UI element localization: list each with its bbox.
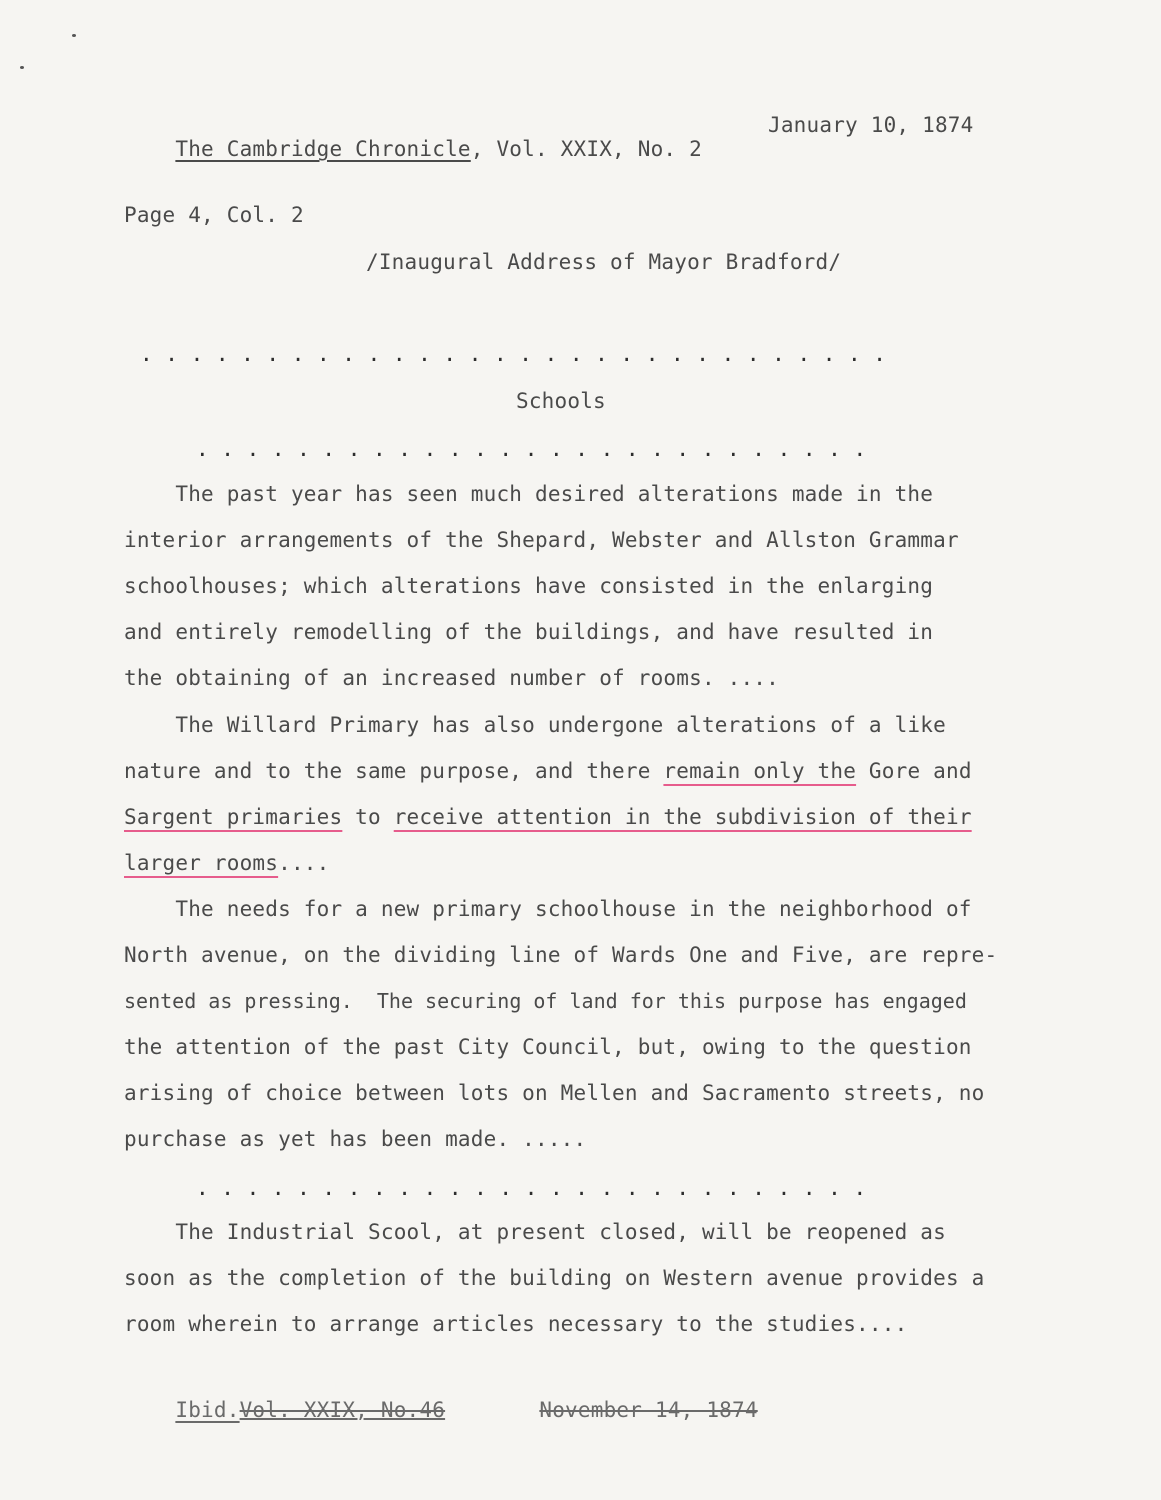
ink-speck — [72, 34, 76, 37]
paragraph-line: room wherein to arrange articles necessary to the studies.... — [124, 1312, 908, 1336]
highlighted-text: remain only the — [663, 759, 857, 783]
paragraph-line: The needs for a new primary schoolhouse in the neighborhood of — [124, 897, 972, 921]
citation-header — [124, 113, 702, 185]
highlighted-text: Sargent primaries — [124, 805, 343, 829]
ellipsis-row: . . . . . . . . . . . . . . . . . . . . . . . . . . . . . . — [140, 342, 886, 366]
text-run: .... — [278, 851, 330, 875]
paragraph-line: The Industrial Scool, at present closed, will be reopened as — [124, 1220, 946, 1244]
paragraph-line: soon as the completion of the building on Western avenue provides a — [124, 1266, 985, 1290]
ibid-text: Ibid. — [175, 1398, 240, 1422]
highlighted-text: receive attention in the subdivision of their — [393, 805, 972, 829]
paragraph-line: The Willard Primary has also undergone alterations of a like — [124, 713, 946, 737]
paragraph-line — [124, 805, 972, 829]
highlighted-text: larger rooms — [124, 851, 279, 875]
section-title: Schools — [516, 389, 606, 413]
paragraph-line: sented as pressing. The securing of land for this purpose has engaged — [124, 989, 967, 1013]
text-run: to — [342, 805, 394, 829]
text-run: Gore and — [856, 759, 972, 783]
paragraph-line — [124, 851, 330, 875]
ink-speck — [20, 66, 24, 69]
struck-date: November 14, 1874 — [539, 1398, 758, 1422]
ellipsis-row: . . . . . . . . . . . . . . . . . . . . . . . . . . . — [196, 437, 867, 461]
ellipsis-row: . . . . . . . . . . . . . . . . . . . . . . . . . . . — [196, 1176, 867, 1200]
paragraph-line: The past year has seen much desired alterations made in the — [124, 482, 934, 506]
paragraph-line — [124, 759, 972, 783]
paragraph-line: the attention of the past City Council, but, owing to the question — [124, 1035, 972, 1059]
paragraph-line: North avenue, on the dividing line of Wards One and Five, are repre- — [124, 943, 998, 967]
paragraph-line: purchase as yet has been made. ..... — [124, 1127, 587, 1151]
paragraph-line: and entirely remodelling of the buildings, and have resulted in — [124, 620, 934, 644]
newspaper-title: The Cambridge Chronicle — [175, 137, 471, 161]
paragraph-line: schoolhouses; which alterations have consisted in the enlarging — [124, 574, 934, 598]
struck-volume: Vol. XXIX, No.46 — [239, 1398, 446, 1422]
footer-citation — [124, 1374, 445, 1446]
text-run: nature and to the same purpose, and there — [124, 759, 664, 783]
paragraph-line: arising of choice between lots on Mellen and Sacramento streets, no — [124, 1081, 985, 1105]
footer-date — [488, 1374, 758, 1446]
issue-date: January 10, 1874 — [768, 113, 974, 137]
paragraph-line: the obtaining of an increased number of rooms. .... — [124, 666, 779, 690]
article-subject: /Inaugural Address of Mayor Bradford/ — [366, 250, 842, 274]
page-location: Page 4, Col. 2 — [124, 203, 304, 227]
issue-info: , Vol. XXIX, No. 2 — [470, 137, 702, 161]
paragraph-line: interior arrangements of the Shepard, Webster and Allston Grammar — [124, 528, 959, 552]
